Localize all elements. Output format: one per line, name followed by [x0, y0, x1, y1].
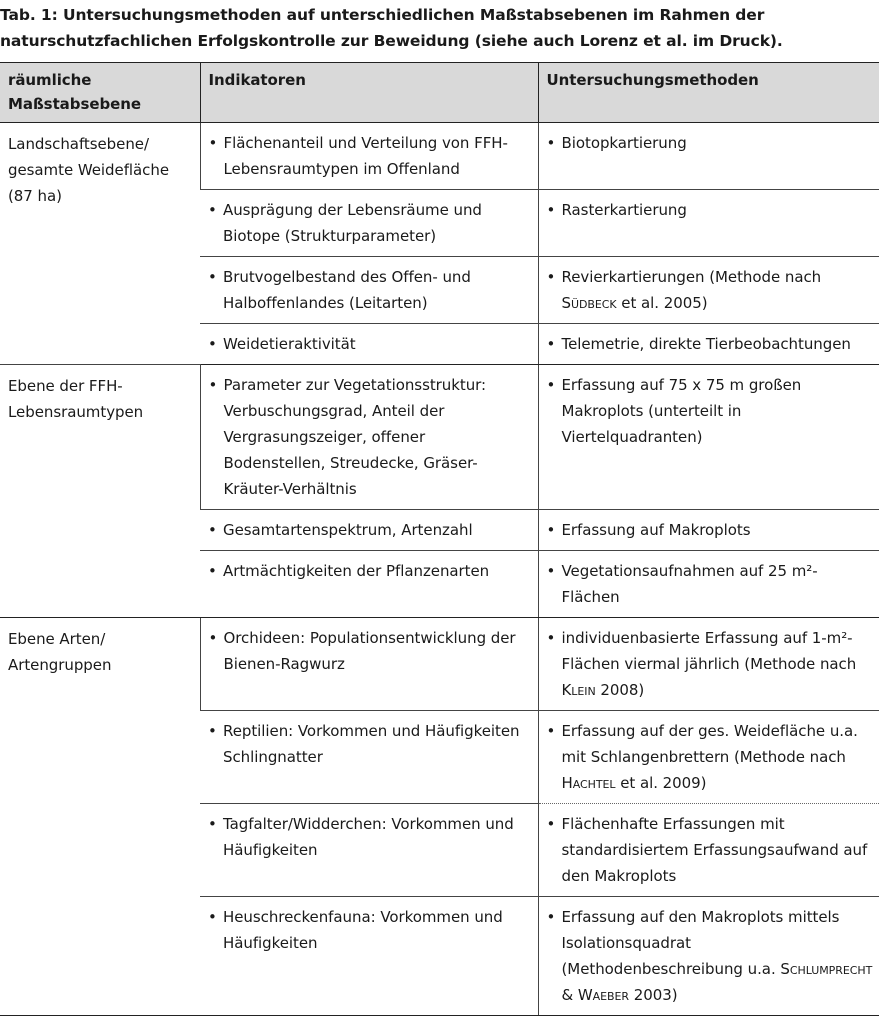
indicator-cell: • Artmächtigkeiten der Pflanzenarten — [200, 551, 538, 618]
method-cell: • Flächenhafte Erfassungen mit standardisiertem Erfassungsaufwand auf den Makroplots — [538, 804, 879, 897]
indicator-text: Flächenanteil und Verteilung von FFH-Lebensraumtypen im Offenland — [223, 134, 508, 178]
table-row — [0, 618, 879, 711]
indicator-cell: • Brutvogelbestand des Offen- und Halboffenlandes (Leitarten) — [200, 257, 538, 324]
indicator-text: Parameter zur Vegetationsstruktur: Verbuschungsgrad, Anteil der Vergrasungszeiger, offener Bodenstellen, Streudecke, Gräser-Kräuter-Verhältnis — [223, 376, 487, 498]
indicator-text: Reptilien: Vorkommen und Häufigkeiten Schlingnatter — [223, 722, 520, 766]
method-text: Flächenhafte Erfassungen mit standardisiertem Erfassungsaufwand auf den Makroplots — [561, 815, 868, 885]
indicator-cell: • Parameter zur Vegetationsstruktur: Verbuschungsgrad, Anteil der Vergrasungszeiger, offener Bodenstellen, Streudecke, Gräser-Kräuter-Verhältnis — [200, 365, 538, 510]
methods-table — [0, 62, 879, 1016]
method-cell: • individuenbasierte Erfassung auf 1-m²-Flächen viermal jährlich (Methode nach Klein 2008) — [538, 618, 879, 711]
method-cell: • Erfassung auf den Makroplots mittels Isolationsquadrat (Methodenbeschreibung u.a. Schlumprecht & Waeber 2003) — [538, 897, 879, 1016]
method-text: Erfassung auf 75 x 75 m großen Makroplots (unterteilt in Viertelquadranten) — [561, 376, 802, 446]
method-text: Erfassung auf Makroplots — [561, 521, 751, 539]
method-text: Revierkartierungen (Methode nach Südbeck et al. 2005) — [561, 268, 822, 312]
indicator-text: Gesamtartenspektrum, Artenzahl — [223, 521, 473, 539]
indicator-text: Brutvogelbestand des Offen- und Halboffenlandes (Leitarten) — [223, 268, 471, 312]
method-cell: • Biotopkartierung — [538, 123, 879, 190]
indicator-text: Heuschreckenfauna: Vorkommen und Häufigkeiten — [223, 908, 503, 952]
table-row — [0, 123, 879, 190]
header-methods: Untersuchungsmethoden — [538, 63, 879, 123]
indicator-cell: • Orchideen: Populationsentwicklung der Bienen-Ragwurz — [200, 618, 538, 711]
method-text: Vegetationsaufnahmen auf 25 m²-Flächen — [561, 562, 818, 606]
header-scale-level: räumliche Maßstabsebene — [0, 63, 200, 123]
header-indicators: Indikatoren — [200, 63, 538, 123]
method-text: Biotopkartierung — [561, 134, 687, 152]
table-row — [0, 365, 879, 510]
method-cell: • Erfassung auf 75 x 75 m großen Makroplots (unterteilt in Viertelquadranten) — [538, 365, 879, 510]
table-caption: Tab. 1: Untersuchungsmethoden auf unterschiedlichen Maßstabsebenen im Rahmen der naturschutzfachlichen Erfolgskontrolle zur Beweidung (siehe auch Lorenz et al. im Druck). — [0, 6, 783, 50]
indicator-cell: • Heuschreckenfauna: Vorkommen und Häufigkeiten — [200, 897, 538, 1016]
indicator-text: Tagfalter/Widderchen: Vorkommen und Häufigkeiten — [223, 815, 514, 859]
citation-author: Schlumprecht & Waeber — [561, 960, 873, 1004]
indicator-cell: • Weidetieraktivität — [200, 324, 538, 365]
indicator-cell: • Tagfalter/Widderchen: Vorkommen und Häufigkeiten — [200, 804, 538, 897]
method-cell: • Rasterkartierung — [538, 190, 879, 257]
citation-author: Hachtel — [561, 774, 616, 792]
method-cell: • Revierkartierungen (Methode nach Südbeck et al. 2005) — [538, 257, 879, 324]
indicator-cell: • Ausprägung der Lebensräume und Biotope (Strukturparameter) — [200, 190, 538, 257]
method-text: Erfassung auf den Makroplots mittels Isolationsquadrat (Methodenbeschreibung u.a. Schlumprecht & Waeber 2003) — [561, 908, 873, 1004]
method-cell: • Vegetationsaufnahmen auf 25 m²-Flächen — [538, 551, 879, 618]
indicator-cell: • Reptilien: Vorkommen und Häufigkeiten Schlingnatter — [200, 711, 538, 804]
indicator-cell: • Flächenanteil und Verteilung von FFH-Lebensraumtypen im Offenland — [200, 123, 538, 190]
citation-author: Klein — [561, 681, 596, 699]
method-cell: • Erfassung auf Makroplots — [538, 510, 879, 551]
indicator-text: Weidetieraktivität — [223, 335, 356, 353]
scale-level-cell: Ebene Arten/ Artengruppen — [0, 618, 200, 1016]
method-text: Telemetrie, direkte Tierbeobachtungen — [561, 335, 851, 353]
scale-level-cell: Ebene der FFH-Lebensraumtypen — [0, 365, 200, 618]
method-text: individuenbasierte Erfassung auf 1-m²-Flächen viermal jährlich (Methode nach Klein 2008) — [561, 629, 857, 699]
indicator-text: Artmächtigkeiten der Pflanzenarten — [223, 562, 490, 580]
scale-level-cell: Landschaftsebene/ gesamte Weidefläche (87 ha) — [0, 123, 200, 365]
citation-author: Südbeck — [561, 294, 617, 312]
method-text: Rasterkartierung — [561, 201, 687, 219]
indicator-text: Ausprägung der Lebensräume und Biotope (Strukturparameter) — [223, 201, 482, 245]
header-row — [0, 63, 879, 123]
method-cell: • Erfassung auf der ges. Weidefläche u.a. mit Schlangenbrettern (Methode nach Hachtel et al. 2009) — [538, 711, 879, 804]
method-text: Erfassung auf der ges. Weidefläche u.a. mit Schlangenbrettern (Methode nach Hachtel et al. 2009) — [561, 722, 858, 792]
method-cell: • Telemetrie, direkte Tierbeobachtungen — [538, 324, 879, 365]
indicator-text: Orchideen: Populationsentwicklung der Bienen-Ragwurz — [223, 629, 516, 673]
indicator-cell: • Gesamtartenspektrum, Artenzahl — [200, 510, 538, 551]
